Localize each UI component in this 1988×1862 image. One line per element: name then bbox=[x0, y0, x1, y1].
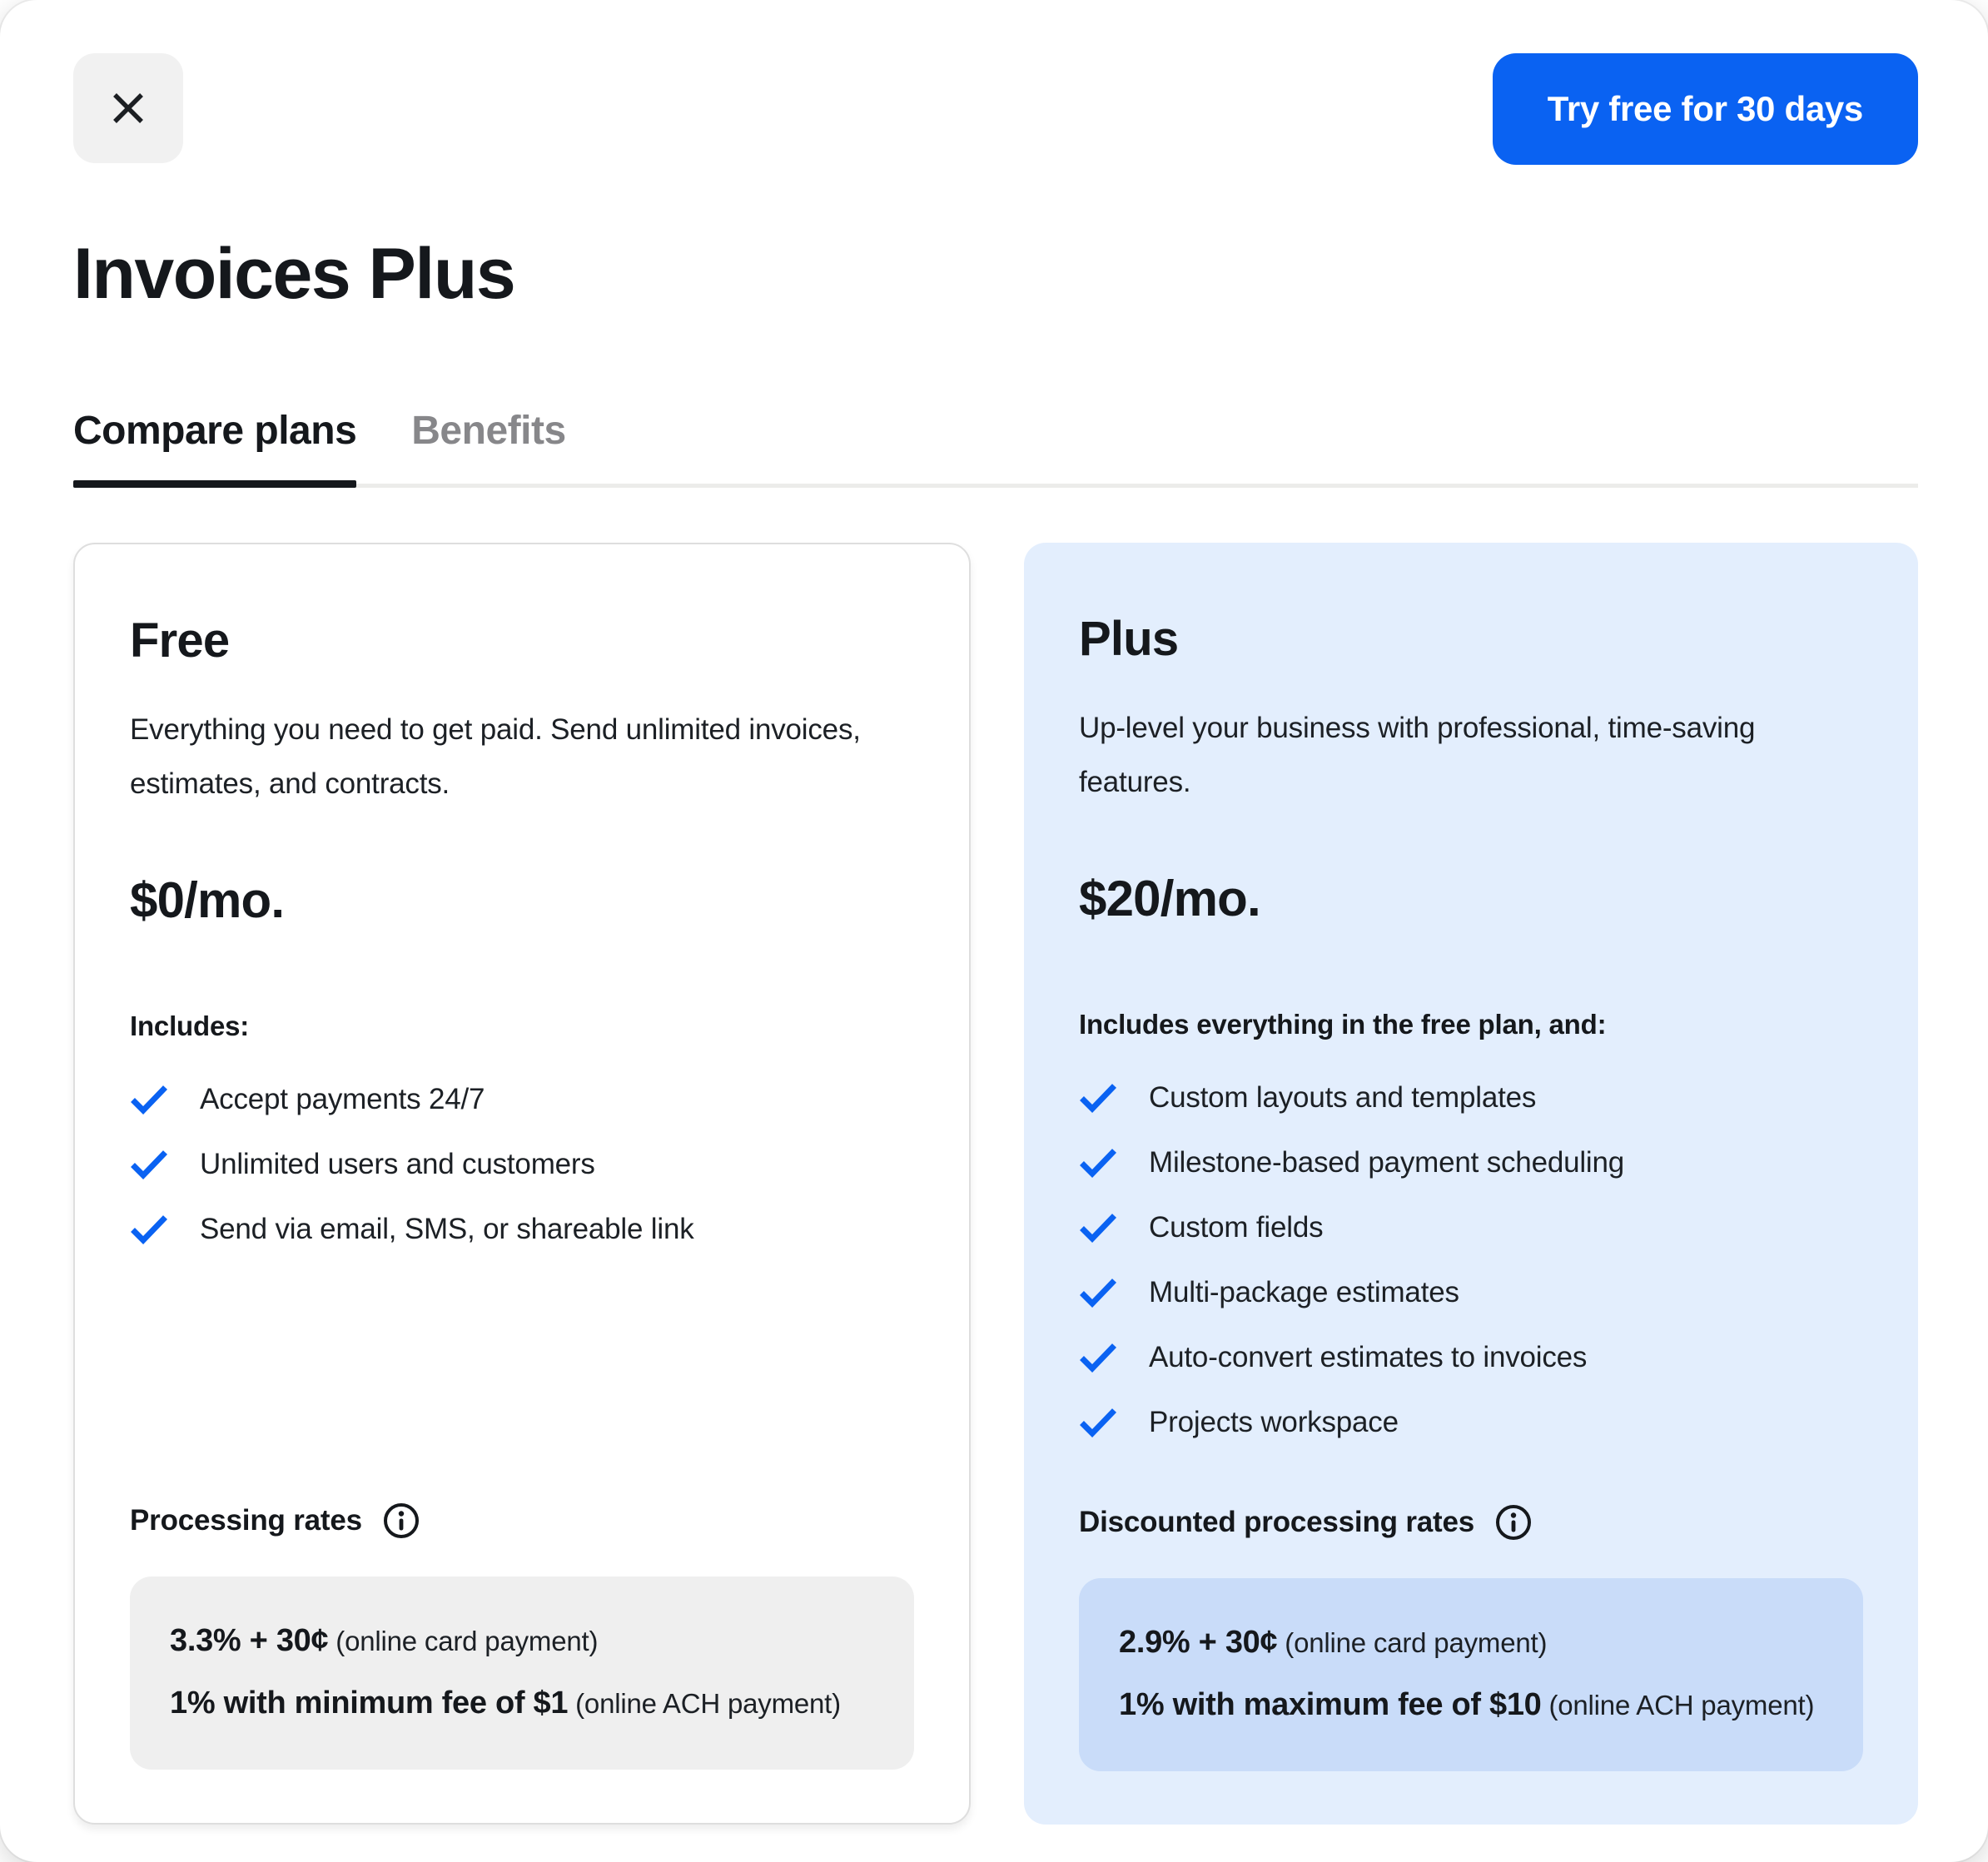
free-includes-label: Includes: bbox=[130, 1010, 250, 1041]
check-icon bbox=[1079, 1148, 1117, 1178]
check-icon bbox=[1079, 1213, 1117, 1243]
info-icon[interactable] bbox=[382, 1502, 420, 1540]
free-plan-price: $0/mo. bbox=[130, 871, 285, 928]
feature-item bbox=[1079, 1207, 1863, 1249]
free-rates-box bbox=[130, 1576, 914, 1770]
plus-plan-price: $20/mo. bbox=[1079, 870, 1260, 926]
plus-rates-label: Discounted processing rates bbox=[1079, 1506, 1475, 1538]
check-icon bbox=[130, 1214, 168, 1244]
check-icon bbox=[1079, 1408, 1117, 1437]
free-feature-list bbox=[130, 1079, 914, 1250]
free-plan-description: Everything you need to get paid. Send unlimited invoices, estimates, and contracts. bbox=[130, 713, 861, 800]
feature-item bbox=[1079, 1142, 1863, 1184]
check-icon bbox=[130, 1149, 168, 1179]
info-icon[interactable] bbox=[1494, 1503, 1533, 1542]
page-title: Invoices Plus bbox=[73, 234, 515, 314]
tab-benefits[interactable]: Benefits bbox=[411, 409, 566, 453]
feature-label: Accept payments 24/7 bbox=[200, 1082, 485, 1115]
rate-line: 3.3% + 30¢ (online card payment) bbox=[170, 1623, 599, 1658]
check-icon bbox=[1079, 1343, 1117, 1373]
plus-rates-header bbox=[1079, 1503, 1863, 1542]
feature-item bbox=[130, 1079, 914, 1120]
plus-feature-list bbox=[1079, 1077, 1863, 1443]
top-bar bbox=[73, 53, 1918, 165]
feature-label: Unlimited users and customers bbox=[200, 1147, 595, 1180]
plus-plan-name: Plus bbox=[1079, 612, 1179, 666]
tab-compare-plans[interactable]: Compare plans bbox=[73, 408, 356, 484]
close-button[interactable] bbox=[73, 53, 183, 163]
free-plan-name: Free bbox=[130, 613, 230, 668]
feature-label: Custom layouts and templates bbox=[1149, 1080, 1537, 1114]
plus-includes-label: Includes everything in the free plan, and: bbox=[1079, 1008, 1607, 1040]
feature-label: Custom fields bbox=[1149, 1210, 1324, 1244]
plus-plan-card bbox=[1024, 543, 1918, 1825]
try-free-button[interactable]: Try free for 30 days bbox=[1493, 53, 1918, 165]
free-rates-header bbox=[130, 1502, 914, 1540]
plus-rates-section bbox=[1079, 1503, 1863, 1771]
feature-label: Multi-package estimates bbox=[1149, 1275, 1459, 1308]
feature-item bbox=[130, 1144, 914, 1185]
free-rates-section bbox=[130, 1502, 914, 1770]
close-icon bbox=[109, 89, 147, 127]
plan-cards bbox=[73, 543, 1918, 1825]
feature-item bbox=[1079, 1077, 1863, 1119]
check-icon bbox=[1079, 1083, 1117, 1113]
tab-bar bbox=[73, 408, 1918, 488]
rate-line: 2.9% + 30¢ (online card payment) bbox=[1119, 1625, 1548, 1660]
feature-label: Milestone-based payment scheduling bbox=[1149, 1145, 1625, 1179]
feature-item bbox=[130, 1209, 914, 1250]
free-plan-card bbox=[73, 543, 971, 1825]
free-rates-label: Processing rates bbox=[130, 1504, 362, 1537]
rate-line: 1% with maximum fee of $10 (online ACH payment) bbox=[1119, 1687, 1815, 1722]
feature-item bbox=[1079, 1402, 1863, 1443]
plus-plan-description: Up-level your business with professional, time-saving features. bbox=[1079, 712, 1756, 798]
check-icon bbox=[1079, 1278, 1117, 1308]
feature-item bbox=[1079, 1272, 1863, 1313]
plus-rates-box bbox=[1079, 1578, 1863, 1771]
feature-label: Auto-convert estimates to invoices bbox=[1149, 1340, 1588, 1373]
feature-label: Send via email, SMS, or shareable link bbox=[200, 1212, 694, 1245]
check-icon bbox=[130, 1085, 168, 1115]
feature-item bbox=[1079, 1337, 1863, 1378]
rate-line: 1% with minimum fee of $1 (online ACH payment) bbox=[170, 1686, 841, 1720]
feature-label: Projects workspace bbox=[1149, 1405, 1399, 1438]
